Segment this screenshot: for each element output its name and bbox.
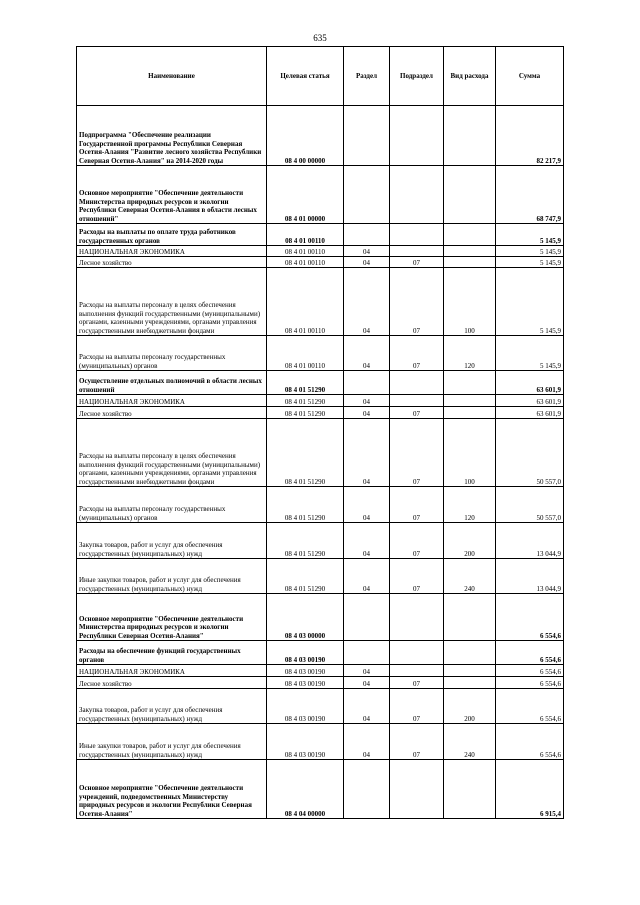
cell-section: 04 <box>344 407 390 419</box>
table-row <box>77 665 564 677</box>
table-row <box>77 407 564 419</box>
table-row <box>77 523 564 559</box>
cell-target: 08 4 01 00110 <box>267 336 344 371</box>
cell-subsection <box>390 594 444 641</box>
cell-section: 04 <box>344 559 390 594</box>
header-section: Раздел <box>344 47 390 106</box>
cell-target: 08 4 00 00000 <box>267 106 344 166</box>
cell-expense-type: 120 <box>444 336 496 371</box>
table-row <box>77 419 564 487</box>
cell-expense-type: 120 <box>444 487 496 523</box>
budget-table <box>76 46 564 819</box>
cell-name: Расходы на выплаты персоналу государственных (муниципальных) органов <box>77 487 267 523</box>
cell-name: Иные закупки товаров, работ и услуг для обеспечения государственных (муниципальных) нужд <box>77 559 267 594</box>
cell-subsection <box>390 665 444 677</box>
cell-expense-type: 200 <box>444 689 496 724</box>
cell-target: 08 4 01 00000 <box>267 166 344 224</box>
cell-target: 08 4 01 51290 <box>267 419 344 487</box>
cell-section <box>344 166 390 224</box>
cell-amount: 5 145,9 <box>496 257 564 268</box>
cell-expense-type: 100 <box>444 419 496 487</box>
cell-section <box>344 371 390 395</box>
cell-section: 04 <box>344 523 390 559</box>
table-row <box>77 594 564 641</box>
cell-expense-type <box>444 407 496 419</box>
cell-target: 08 4 01 00110 <box>267 246 344 257</box>
cell-amount: 63 601,9 <box>496 371 564 395</box>
cell-name: НАЦИОНАЛЬНАЯ ЭКОНОМИКА <box>77 246 267 257</box>
cell-name: Закупка товаров, работ и услуг для обеспечения государственных (муниципальных) нужд <box>77 523 267 559</box>
table-row <box>77 487 564 523</box>
cell-section: 04 <box>344 677 390 689</box>
cell-name: Расходы на обеспечение функций государственных органов <box>77 641 267 665</box>
table-row <box>77 724 564 760</box>
cell-name: Расходы на выплаты по оплате труда работников государственных органов <box>77 224 267 246</box>
cell-amount: 5 145,9 <box>496 224 564 246</box>
cell-name: Расходы на выплаты персоналу в целях обеспечения выполнения функций государственными (муниципальными) органами, казенными учреждениями, органами управления государственными внебюджетными фондами <box>77 268 267 336</box>
cell-target: 08 4 01 51290 <box>267 407 344 419</box>
cell-amount: 5 145,9 <box>496 268 564 336</box>
cell-target: 08 4 03 00000 <box>267 594 344 641</box>
cell-target: 08 4 03 00190 <box>267 641 344 665</box>
cell-subsection <box>390 641 444 665</box>
cell-target: 08 4 01 51290 <box>267 523 344 559</box>
cell-amount: 5 145,9 <box>496 246 564 257</box>
header-target: Целевая статья <box>267 47 344 106</box>
table-row <box>77 246 564 257</box>
cell-name: Основное мероприятие "Обеспечение деятельности Министерства природных ресурсов и экологии Республики Северная Осетия-Алания" <box>77 594 267 641</box>
cell-target: 08 4 01 51290 <box>267 559 344 594</box>
table-body <box>77 106 564 819</box>
cell-section <box>344 760 390 819</box>
cell-expense-type <box>444 665 496 677</box>
cell-section <box>344 594 390 641</box>
cell-target: 08 4 01 00110 <box>267 268 344 336</box>
cell-amount: 5 145,9 <box>496 336 564 371</box>
table-row <box>77 760 564 819</box>
cell-target: 08 4 03 00190 <box>267 665 344 677</box>
cell-section: 04 <box>344 665 390 677</box>
cell-expense-type <box>444 371 496 395</box>
cell-section: 04 <box>344 487 390 523</box>
cell-subsection <box>390 760 444 819</box>
table-row <box>77 641 564 665</box>
cell-subsection: 07 <box>390 523 444 559</box>
header-subsection: Подраздел <box>390 47 444 106</box>
cell-subsection: 07 <box>390 559 444 594</box>
page-number: 635 <box>313 33 327 43</box>
table-row <box>77 106 564 166</box>
cell-name: Расходы на выплаты персоналу государственных (муниципальных) органов <box>77 336 267 371</box>
cell-expense-type: 100 <box>444 268 496 336</box>
table-row <box>77 677 564 689</box>
cell-subsection: 07 <box>390 407 444 419</box>
cell-expense-type <box>444 224 496 246</box>
cell-name: Расходы на выплаты персоналу в целях обеспечения выполнения функций государственными (муниципальными) органами, казенными учреждениями, органами управления государственными внебюджетными фондами <box>77 419 267 487</box>
cell-subsection: 07 <box>390 689 444 724</box>
table-row <box>77 371 564 395</box>
cell-target: 08 4 04 00000 <box>267 760 344 819</box>
cell-subsection <box>390 166 444 224</box>
cell-section: 04 <box>344 268 390 336</box>
cell-subsection <box>390 395 444 407</box>
cell-target: 08 4 03 00190 <box>267 689 344 724</box>
cell-section: 04 <box>344 724 390 760</box>
cell-amount: 13 044,9 <box>496 559 564 594</box>
cell-name: Закупка товаров, работ и услуг для обеспечения государственных (муниципальных) нужд <box>77 689 267 724</box>
cell-subsection: 07 <box>390 419 444 487</box>
cell-target: 08 4 03 00190 <box>267 724 344 760</box>
cell-amount: 63 601,9 <box>496 395 564 407</box>
cell-target: 08 4 01 51290 <box>267 395 344 407</box>
cell-name: Лесное хозяйство <box>77 407 267 419</box>
table-row <box>77 166 564 224</box>
cell-name: Осуществление отдельных полномочий в области лесных отношений <box>77 371 267 395</box>
cell-amount: 6 554,6 <box>496 689 564 724</box>
cell-expense-type <box>444 594 496 641</box>
cell-expense-type <box>444 246 496 257</box>
cell-expense-type <box>444 106 496 166</box>
cell-amount: 6 554,6 <box>496 641 564 665</box>
cell-expense-type: 240 <box>444 559 496 594</box>
cell-name: Основное мероприятие "Обеспечение деятельности Министерства природных ресурсов и экологии Республики Северная Осетия-Алания в области лесных отношений" <box>77 166 267 224</box>
cell-name: Подпрограмма "Обеспечение реализации Государственной программы Республики Северная Осетия-Алания "Развитие лесного хозяйства Республики Северная Осетия-Алания" на 2014-2020 годы <box>77 106 267 166</box>
cell-expense-type <box>444 257 496 268</box>
cell-amount: 6 554,6 <box>496 594 564 641</box>
cell-amount: 6 554,6 <box>496 724 564 760</box>
table-row <box>77 689 564 724</box>
cell-name: Лесное хозяйство <box>77 677 267 689</box>
table-row <box>77 336 564 371</box>
cell-amount: 6 554,6 <box>496 677 564 689</box>
table-row <box>77 559 564 594</box>
cell-target: 08 4 01 00110 <box>267 257 344 268</box>
cell-target: 08 4 01 51290 <box>267 487 344 523</box>
cell-target: 08 4 01 51290 <box>267 371 344 395</box>
cell-expense-type <box>444 677 496 689</box>
cell-subsection: 07 <box>390 257 444 268</box>
cell-subsection: 07 <box>390 677 444 689</box>
cell-amount: 6 915,4 <box>496 760 564 819</box>
header-row <box>77 47 564 106</box>
cell-amount: 6 554,6 <box>496 665 564 677</box>
cell-expense-type <box>444 166 496 224</box>
cell-section: 04 <box>344 395 390 407</box>
cell-subsection <box>390 106 444 166</box>
cell-section <box>344 224 390 246</box>
cell-target: 08 4 01 00110 <box>267 224 344 246</box>
cell-name: Основное мероприятие "Обеспечение деятельности учреждений, подведомственных Министерству природных ресурсов и экологии Республики Северная Осетия-Алания" <box>77 760 267 819</box>
cell-name: НАЦИОНАЛЬНАЯ ЭКОНОМИКА <box>77 395 267 407</box>
cell-amount: 50 557,0 <box>496 419 564 487</box>
cell-section: 04 <box>344 246 390 257</box>
table-row <box>77 224 564 246</box>
table-row <box>77 268 564 336</box>
cell-subsection: 07 <box>390 336 444 371</box>
header-expense-type: Вид расхода <box>444 47 496 106</box>
header-name: Наименование <box>77 47 267 106</box>
cell-subsection <box>390 246 444 257</box>
cell-section <box>344 106 390 166</box>
cell-amount: 50 557,0 <box>496 487 564 523</box>
cell-subsection: 07 <box>390 268 444 336</box>
cell-section: 04 <box>344 257 390 268</box>
cell-subsection <box>390 371 444 395</box>
cell-section: 04 <box>344 336 390 371</box>
cell-expense-type <box>444 641 496 665</box>
cell-amount: 63 601,9 <box>496 407 564 419</box>
cell-amount: 68 747,9 <box>496 166 564 224</box>
cell-subsection: 07 <box>390 724 444 760</box>
cell-amount: 82 217,9 <box>496 106 564 166</box>
cell-expense-type: 200 <box>444 523 496 559</box>
cell-subsection <box>390 224 444 246</box>
cell-name: Иные закупки товаров, работ и услуг для обеспечения государственных (муниципальных) нужд <box>77 724 267 760</box>
cell-subsection: 07 <box>390 487 444 523</box>
cell-expense-type: 240 <box>444 724 496 760</box>
header-amount: Сумма <box>496 47 564 106</box>
cell-name: НАЦИОНАЛЬНАЯ ЭКОНОМИКА <box>77 665 267 677</box>
cell-amount: 13 044,9 <box>496 523 564 559</box>
cell-expense-type <box>444 760 496 819</box>
cell-expense-type <box>444 395 496 407</box>
table-row <box>77 257 564 268</box>
table-row <box>77 395 564 407</box>
cell-section: 04 <box>344 419 390 487</box>
cell-section: 04 <box>344 689 390 724</box>
cell-name: Лесное хозяйство <box>77 257 267 268</box>
cell-section <box>344 641 390 665</box>
cell-target: 08 4 03 00190 <box>267 677 344 689</box>
